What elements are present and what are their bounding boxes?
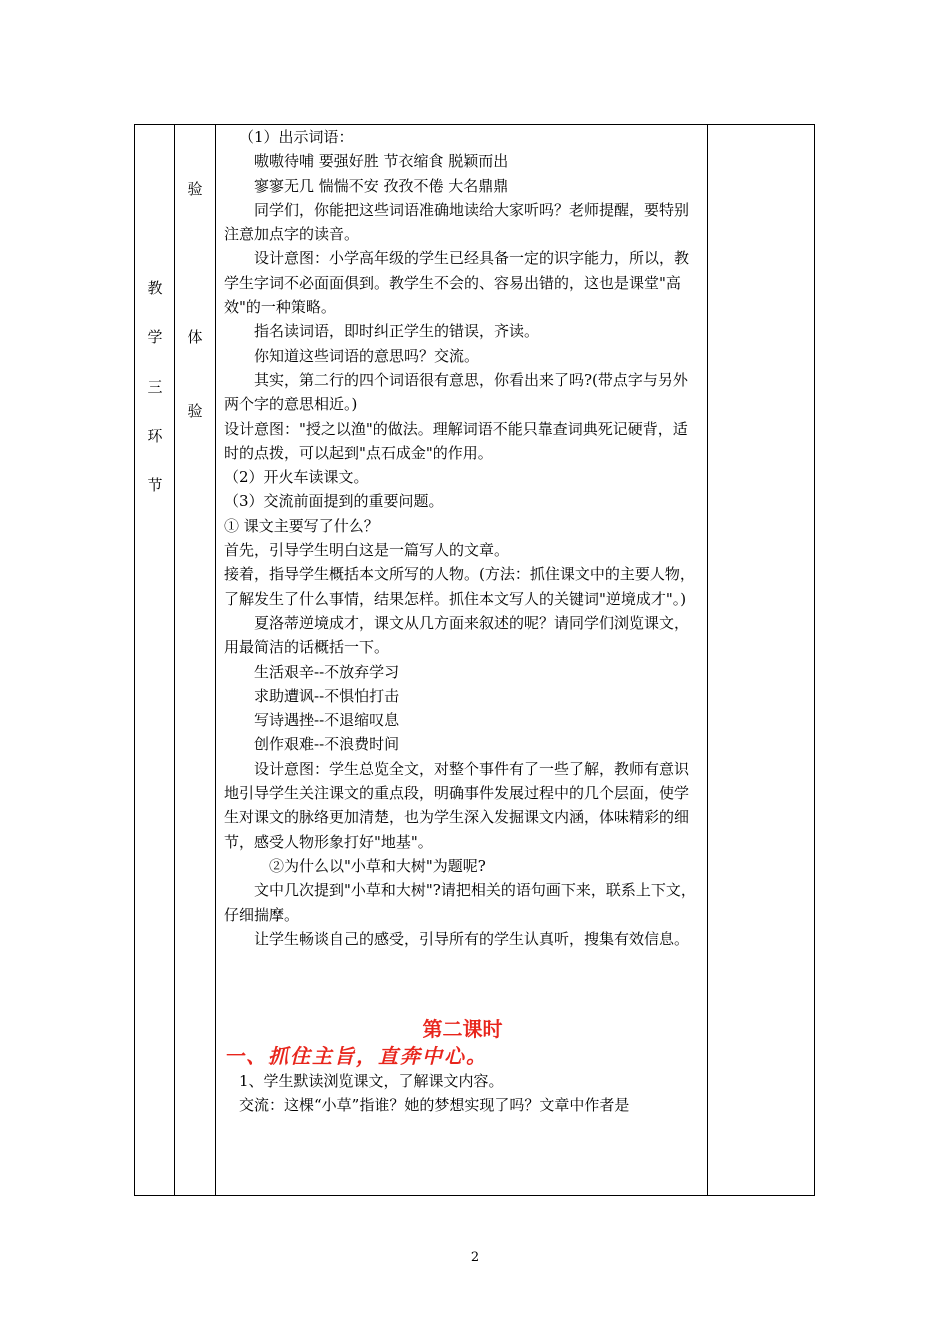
section-label-char: 教: [147, 279, 163, 297]
section-heading: 一、抓住主旨，直奔中心。: [224, 1044, 488, 1069]
content-line: （1）出示词语：: [239, 128, 354, 146]
stage-label-char: 验: [187, 402, 203, 420]
column-divider: [215, 125, 216, 1195]
column-divider: [707, 125, 708, 1195]
lesson-content: [224, 125, 701, 1118]
content-line: 指名读词语，即时纠正学生的错误，齐读。: [254, 322, 540, 341]
content-tail-lines: [224, 1069, 701, 1118]
content-line: 嗷嗷待哺 要强好胜 节衣缩食 脱颖而出: [254, 152, 509, 171]
lesson-title: 第二课时: [422, 1017, 503, 1042]
content-line: 首先，引导学生明白这是一篇写人的文章。: [224, 541, 510, 560]
content-line: 接着，指导学生概括本文所写的人物。(方法：抓住课文中的主要人物，了解发生了什么事情，结果怎样。抓住本文写人的关键词"逆境成才"。): [224, 565, 695, 608]
stage-label-char: 体: [187, 328, 203, 346]
content-line: 1、学生默读浏览课文，了解课文内容。: [239, 1072, 504, 1091]
content-line: 交流：这棵“小草”指谁？她的梦想实现了吗？文章中作者是: [239, 1096, 630, 1115]
page-number: 2: [470, 1250, 480, 1265]
section-label-char: 节: [147, 476, 163, 494]
content-line: 寥寥无几 惴惴不安 孜孜不倦 大名鼎鼎: [254, 176, 509, 195]
content-line: 求助遭讽--不惧怕打击: [254, 686, 400, 705]
content-line: 其实，第二行的四个词语很有意思，你看出来了吗?(带点字与另外两个字的意思相近。): [224, 370, 688, 414]
content-line: 文中几次提到"小草和大树"?请把相关的语句画下来，联系上下文，仔细揣摩。: [224, 881, 696, 924]
content-line: 写诗遇挫--不退缩叹息: [254, 711, 400, 730]
blank-space: [224, 951, 701, 1015]
content-line: ②为什么以"小草和大树"为题呢?: [269, 856, 486, 875]
column-divider: [174, 125, 175, 1195]
content-line: ① 课文主要写了什么？: [224, 516, 379, 535]
content-line: 让学生畅谈自己的感受，引导所有的学生认真听，搜集有效信息。: [254, 929, 690, 948]
stage-label-char: 验: [187, 180, 203, 198]
section-label-char: 学: [147, 328, 163, 346]
content-line: 夏洛蒂逆境成才，课文从几方面来叙述的呢？请同学们浏览课文，用最简洁的话概括一下。: [224, 613, 690, 657]
section-label-char: 环: [147, 427, 163, 445]
content-line: （2）开火车读课文。: [224, 468, 369, 487]
content-line: 创作艰难--不浪费时间: [254, 735, 400, 754]
section-label-char: 三: [147, 378, 163, 396]
content-line: 设计意图：学生总览全文，对整个事件有了一些了解，教师有意识地引导学生关注课文的重点段，明确事件发展过程中的几个层面，使学生对课文的脉络更加清楚，也为学生深入发掘课文内涵，体味精彩的细节，感受人物形象打好"地基"。: [224, 759, 690, 851]
content-line: 生活艰辛--不放弃学习: [254, 662, 400, 681]
content-line: 你知道这些词语的意思吗？交流。: [254, 346, 480, 365]
content-line: 同学们，你能把这些词语准确地读给大家听吗？老师提醒，要特别注意加点字的读音。: [224, 200, 690, 244]
content-lines: [224, 125, 701, 951]
content-line: （3）交流前面提到的重要问题。: [224, 492, 444, 511]
content-line: 设计意图：小学高年级的学生已经具备一定的识字能力，所以，教学生字词不必面面俱到。教学生不会的、容易出错的，这也是课堂"高效"的一种策略。: [224, 249, 690, 317]
content-line: 设计意图："授之以渔"的做法。理解词语不能只靠查词典死记硬背，适时的点拨，可以起到"点石成金"的作用。: [224, 419, 688, 462]
lesson-plan-table: [134, 124, 815, 1196]
